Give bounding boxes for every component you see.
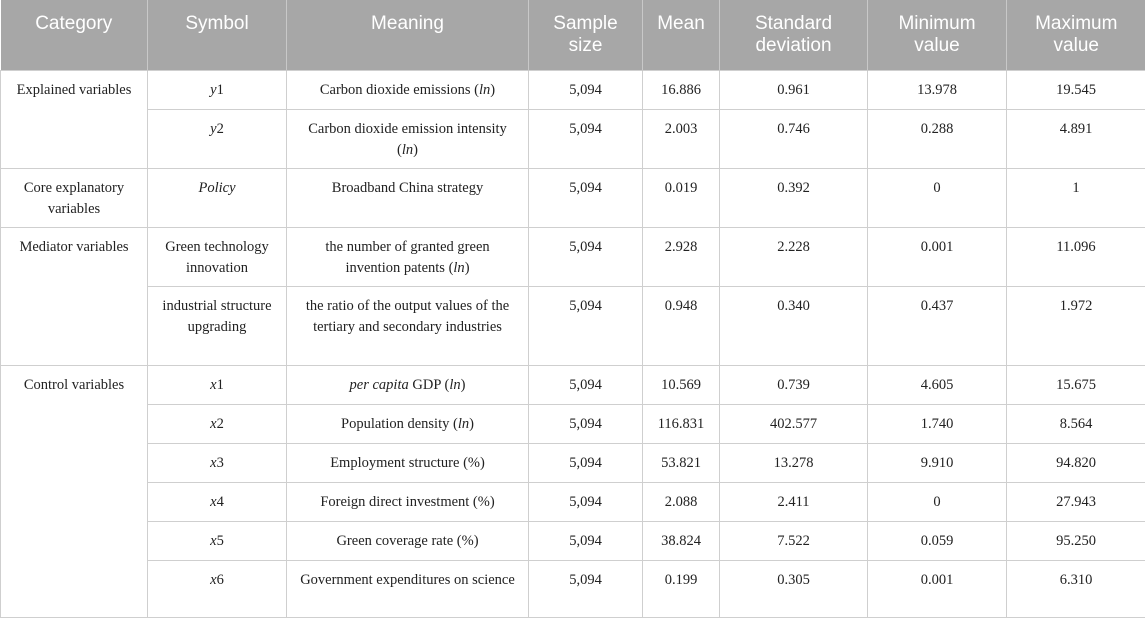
symbol-index: 6 (216, 571, 224, 588)
table-row (1, 286, 1145, 365)
mean-cell: 2.003 (643, 109, 720, 168)
sample-size-cell: 5,094 (529, 365, 643, 404)
maximum-value-cell: 6.310 (1007, 560, 1145, 617)
maximum-value-cell: 4.891 (1007, 109, 1145, 168)
header-sample-size: Sample size (529, 0, 643, 70)
maximum-value-cell: 15.675 (1007, 365, 1145, 404)
meaning-cell (287, 560, 529, 617)
mean-cell: 53.821 (643, 443, 720, 482)
header-category: Category (1, 0, 148, 70)
maximum-value-cell: 19.545 (1007, 70, 1145, 109)
minimum-value-cell: 0.001 (868, 227, 1007, 286)
minimum-value-cell: 0.001 (868, 560, 1007, 617)
sample-size-cell: 5,094 (529, 168, 643, 227)
header-maximum-value: Maximum value (1007, 0, 1145, 70)
meaning-text: Broadband China strategy (331, 179, 484, 196)
meaning-unit-ln: ln (449, 376, 461, 393)
meaning-italic-text: per capita (349, 376, 409, 393)
header-symbol: Symbol (148, 0, 287, 70)
symbol-cell: industrial structure upgrading (148, 286, 287, 365)
sample-size-cell: 5,094 (529, 70, 643, 109)
symbol-cell (148, 365, 287, 404)
mean-cell: 2.928 (643, 227, 720, 286)
symbol-index: 1 (216, 376, 224, 393)
symbol-cell (148, 109, 287, 168)
meaning-unit: (ln) (444, 376, 466, 393)
symbol-cell (148, 560, 287, 617)
meaning-cell (287, 286, 529, 365)
meaning-unit: (ln) (453, 415, 474, 432)
category-cell: Core explanatory variables (1, 168, 148, 227)
minimum-value-cell: 0 (868, 482, 1007, 521)
maximum-value-cell: 8.564 (1007, 404, 1145, 443)
meaning-unit-ln: ln (453, 259, 465, 276)
meaning-text: Employment structure (%) (330, 454, 485, 471)
sample-size-cell: 5,094 (529, 286, 643, 365)
header-minimum-value: Minimum value (868, 0, 1007, 70)
minimum-value-cell: 0.059 (868, 521, 1007, 560)
maximum-value-cell: 94.820 (1007, 443, 1145, 482)
symbol-index: 1 (216, 81, 224, 98)
maximum-value-cell: 1 (1007, 168, 1145, 227)
mean-cell: 0.199 (643, 560, 720, 617)
meaning-cell (287, 365, 529, 404)
meaning-cell (287, 70, 529, 109)
meaning-text: GDP (412, 376, 441, 393)
symbol-cell (148, 482, 287, 521)
mean-cell: 116.831 (643, 404, 720, 443)
standard-deviation-cell: 402.577 (720, 404, 868, 443)
meaning-cell (287, 227, 529, 286)
symbol-variable: Policy (198, 179, 236, 196)
meaning-text: the number of granted green invention patents (325, 238, 490, 276)
symbol-variable: x (210, 532, 217, 549)
standard-deviation-cell: 2.228 (720, 227, 868, 286)
mean-cell: 10.569 (643, 365, 720, 404)
sample-size-cell: 5,094 (529, 109, 643, 168)
symbol-cell (148, 404, 287, 443)
symbol-variable: x (210, 493, 217, 510)
mean-cell: 0.948 (643, 286, 720, 365)
meaning-unit: (ln) (474, 81, 496, 98)
table-row (1, 443, 1145, 482)
meaning-cell (287, 109, 529, 168)
mean-cell: 38.824 (643, 521, 720, 560)
symbol-cell (148, 70, 287, 109)
meaning-unit-ln: ln (401, 141, 414, 158)
symbol-variable: y (210, 81, 217, 98)
minimum-value-cell: 1.740 (868, 404, 1007, 443)
meaning-text: Carbon dioxide emission intensity (308, 120, 507, 137)
standard-deviation-cell: 0.961 (720, 70, 868, 109)
maximum-value-cell: 27.943 (1007, 482, 1145, 521)
maximum-value-cell: 1.972 (1007, 286, 1145, 365)
table-row (1, 227, 1145, 286)
table-row (1, 109, 1145, 168)
sample-size-cell: 5,094 (529, 521, 643, 560)
table-body (1, 70, 1145, 617)
sample-size-cell: 5,094 (529, 443, 643, 482)
header-mean: Mean (643, 0, 720, 70)
symbol-variable: x (210, 376, 217, 393)
symbol-index: 2 (216, 415, 224, 432)
category-cell: Explained variables (1, 70, 148, 168)
minimum-value-cell: 0.437 (868, 286, 1007, 365)
meaning-unit-ln: ln (478, 81, 491, 98)
symbol-index: 3 (216, 454, 224, 471)
minimum-value-cell: 0 (868, 168, 1007, 227)
sample-size-cell: 5,094 (529, 482, 643, 521)
table-row (1, 70, 1145, 109)
meaning-text: Population density (341, 415, 450, 432)
standard-deviation-cell: 2.411 (720, 482, 868, 521)
table-row (1, 482, 1145, 521)
symbol-index: 4 (216, 493, 224, 510)
meaning-unit: (ln) (397, 141, 418, 158)
category-cell: Control variables (1, 365, 148, 617)
meaning-cell (287, 443, 529, 482)
symbol-variable: x (210, 415, 217, 432)
symbol-cell (148, 443, 287, 482)
minimum-value-cell: 4.605 (868, 365, 1007, 404)
header-meaning: Meaning (287, 0, 529, 70)
symbol-index: 5 (216, 532, 224, 549)
meaning-cell (287, 404, 529, 443)
meaning-text: Carbon dioxide emissions (319, 81, 471, 98)
meaning-cell (287, 168, 529, 227)
header-standard-deviation: Standard deviation (720, 0, 868, 70)
header-row (1, 0, 1145, 70)
mean-cell: 0.019 (643, 168, 720, 227)
symbol-variable: x (210, 571, 217, 588)
standard-deviation-cell: 0.746 (720, 109, 868, 168)
meaning-text: Foreign direct investment (%) (320, 493, 495, 510)
symbol-cell (148, 521, 287, 560)
table-row (1, 404, 1145, 443)
symbol-index: 2 (216, 120, 224, 137)
standard-deviation-cell: 7.522 (720, 521, 868, 560)
mean-cell: 16.886 (643, 70, 720, 109)
sample-size-cell: 5,094 (529, 404, 643, 443)
minimum-value-cell: 13.978 (868, 70, 1007, 109)
meaning-text: Government expenditures on science (300, 571, 515, 588)
minimum-value-cell: 0.288 (868, 109, 1007, 168)
table-row (1, 168, 1145, 227)
symbol-cell (148, 168, 287, 227)
maximum-value-cell: 95.250 (1007, 521, 1145, 560)
sample-size-cell: 5,094 (529, 560, 643, 617)
symbol-variable: y (210, 120, 217, 137)
meaning-text: Green coverage rate (%) (336, 532, 479, 549)
symbol-variable: x (210, 454, 217, 471)
standard-deviation-cell: 0.392 (720, 168, 868, 227)
standard-deviation-cell: 13.278 (720, 443, 868, 482)
meaning-text: the ratio of the output values of the tertiary and secondary industries (305, 297, 510, 335)
meaning-unit-ln: ln (457, 415, 470, 432)
sample-size-cell: 5,094 (529, 227, 643, 286)
category-cell: Mediator variables (1, 227, 148, 365)
table-row (1, 521, 1145, 560)
meaning-cell (287, 521, 529, 560)
mean-cell: 2.088 (643, 482, 720, 521)
symbol-cell: Green technology innovation (148, 227, 287, 286)
standard-deviation-cell: 0.305 (720, 560, 868, 617)
meaning-unit: (ln) (448, 259, 470, 276)
meaning-cell (287, 482, 529, 521)
minimum-value-cell: 9.910 (868, 443, 1007, 482)
table-row (1, 560, 1145, 617)
standard-deviation-cell: 0.739 (720, 365, 868, 404)
standard-deviation-cell: 0.340 (720, 286, 868, 365)
maximum-value-cell: 11.096 (1007, 227, 1145, 286)
table-row (1, 365, 1145, 404)
